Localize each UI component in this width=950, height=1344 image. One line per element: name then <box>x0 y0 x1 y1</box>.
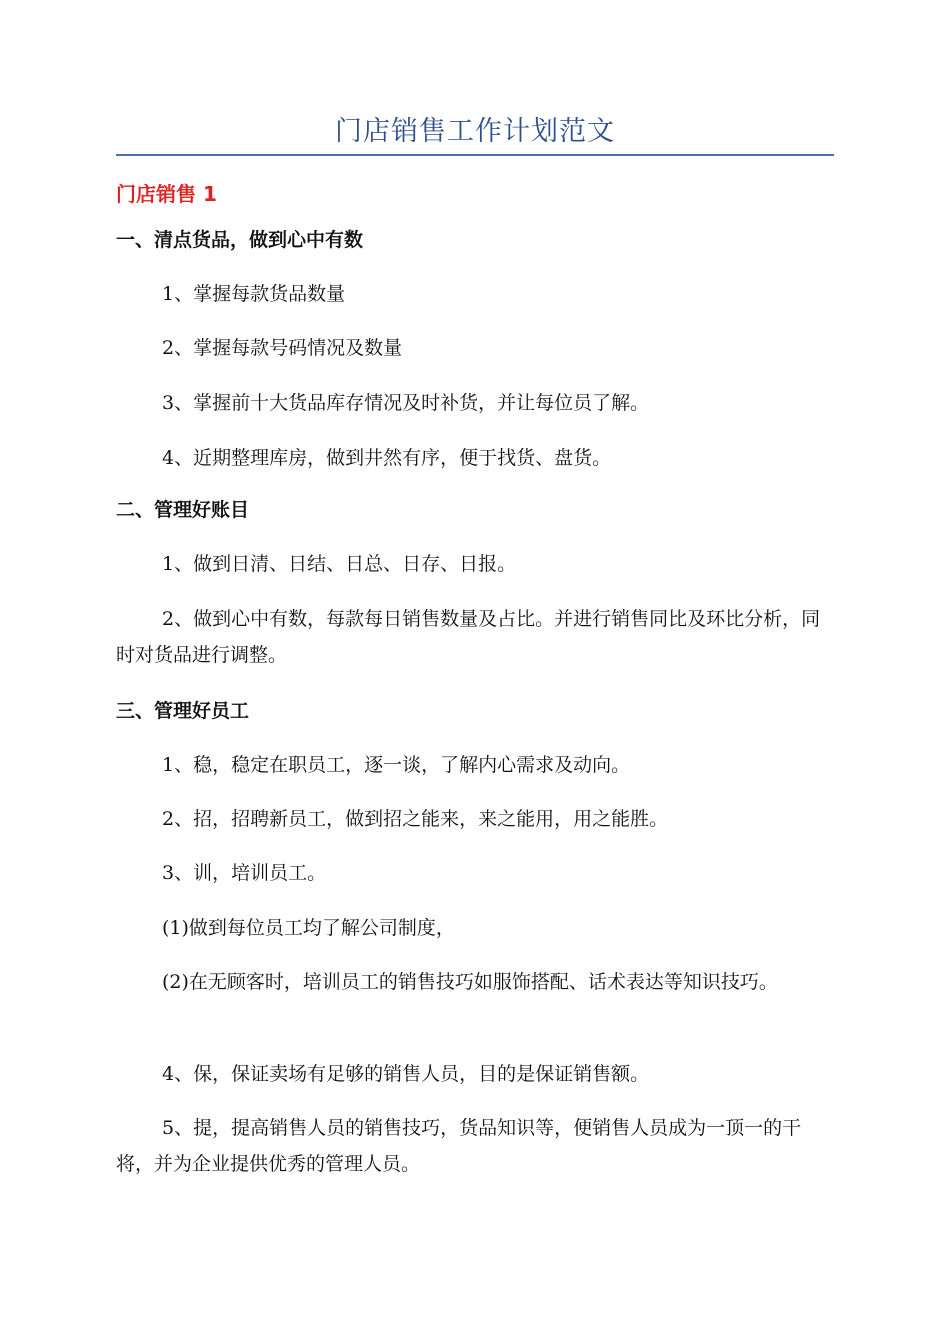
paragraph: (1)做到每位员工均了解公司制度， <box>162 917 455 939</box>
paragraph: 3、掌握前十大货品库存情况及时补货，并让每位员了解。 <box>162 392 650 414</box>
heading-3: 三、管理好员工 <box>116 700 250 722</box>
document-title: 门店销售工作计划范文 <box>335 116 615 147</box>
paragraph: 1、掌握每款货品数量 <box>162 283 346 305</box>
paragraph: 1、做到日清、日结、日总、日存、日报。 <box>162 553 517 575</box>
paragraph: 2、掌握每款号码情况及数量 <box>162 337 403 359</box>
paragraph: 4、近期整理库房，做到井然有序，便于找货、盘货。 <box>162 447 612 469</box>
paragraph: 2、招，招聘新员工，做到招之能来，来之能用，用之能胜。 <box>162 808 669 830</box>
paragraph: 3、训，培训员工。 <box>162 862 327 884</box>
title-divider <box>116 154 834 156</box>
paragraph: 1、稳，稳定在职员工，逐一谈，了解内心需求及动向。 <box>162 754 631 776</box>
paragraph: 5、提，提高销售人员的销售技巧，货品知识等，便销售人员成为一顶一的干将，并为企业提供优秀的管理人员。 <box>116 1117 802 1175</box>
paragraph: 2、做到心中有数，每款每日销售数量及占比。并进行销售同比及环比分析，同时对货品进行调整。 <box>116 608 821 666</box>
paragraph: 4、保，保证卖场有足够的销售人员，目的是保证销售额。 <box>162 1063 650 1085</box>
section-label: 门店销售 1 <box>116 182 217 206</box>
paragraph: (2)在无顾客时，培训员工的销售技巧如服饰搭配、话术表达等知识技巧。 <box>162 971 778 993</box>
heading-1: 一、清点货品，做到心中有数 <box>116 229 364 251</box>
heading-2: 二、管理好账目 <box>116 499 250 521</box>
